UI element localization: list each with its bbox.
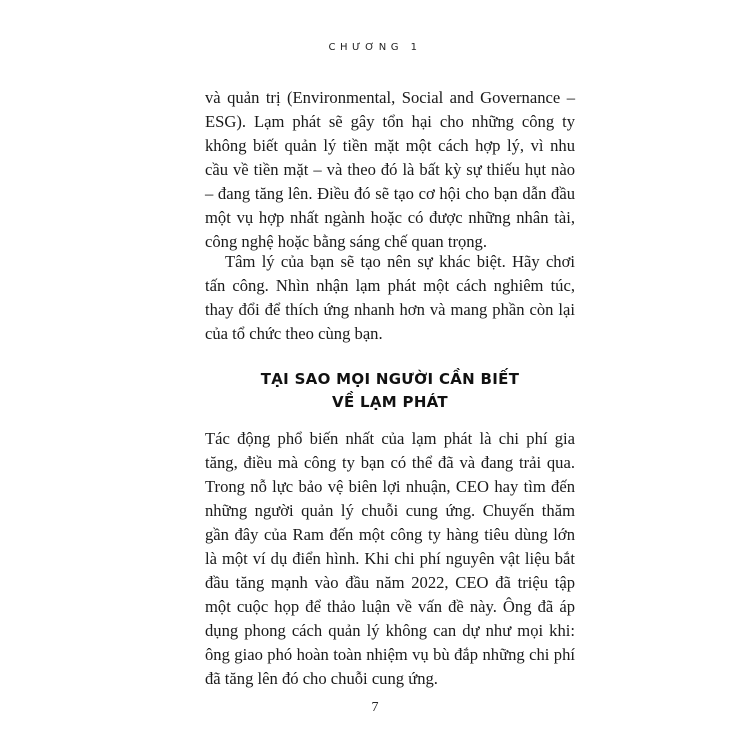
page-number: 7: [371, 700, 379, 715]
running-head: CHƯƠNG 1: [328, 42, 422, 53]
paragraph-1: [205, 86, 575, 254]
paragraph-1-text: và quản trị (Environmental, Social and Governance – ESG). Lạm phát sẽ gây tổn hại cho những công ty không biết quản lý tiền mặt một cách hợp lý, vì nhu cầu về tiền mặt – và theo đó là bất kỳ sự thiếu hụt nào – đang tăng lên. Điều đó sẽ tạo cơ hội cho bạn dẫn đầu một vụ hợp nhất ngành hoặc có được những nhân tài, công nghệ hoặc bằng sáng chế quan trọng.: [205, 88, 575, 251]
paragraph-2-text: Tâm lý của bạn sẽ tạo nên sự khác biệt. Hãy chơi tấn công. Nhìn nhận lạm phát một cách nghiêm túc, thay đổi để thích ứng nhanh hơn và mang phần còn lại của tổ chức theo cùng bạn.: [205, 252, 575, 343]
section-heading-line-2: VỀ LẠM PHÁT: [332, 393, 448, 411]
section-heading: [205, 368, 575, 414]
section-heading-line-1: TẠI SAO MỌI NGƯỜI CẦN BIẾT: [260, 370, 520, 388]
paragraph-2: [205, 250, 575, 346]
paragraph-3-text: Tác động phổ biến nhất của lạm phát là chi phí gia tăng, điều mà công ty bạn có thể đã và đang trải qua. Trong nỗ lực bảo vệ biên lợi nhuận, CEO hay tìm đến những người quản lý chuỗi cung ứng. Chuyến thăm gần đây của Ram đến một công ty hàng tiêu dùng lớn là một ví dụ điển hình. Khi chi phí nguyên vật liệu bắt đầu tăng mạnh vào đầu năm 2022, CEO đã triệu tập một cuộc họp để thảo luận về vấn đề này. Ông đã áp dụng phong cách quản lý không can dự như mọi khi: ông giao phó hoàn toàn nhiệm vụ bù đắp những chi phí đã tăng lên đó cho chuỗi cung ứng.: [205, 429, 575, 688]
paragraph-3: [205, 427, 575, 691]
